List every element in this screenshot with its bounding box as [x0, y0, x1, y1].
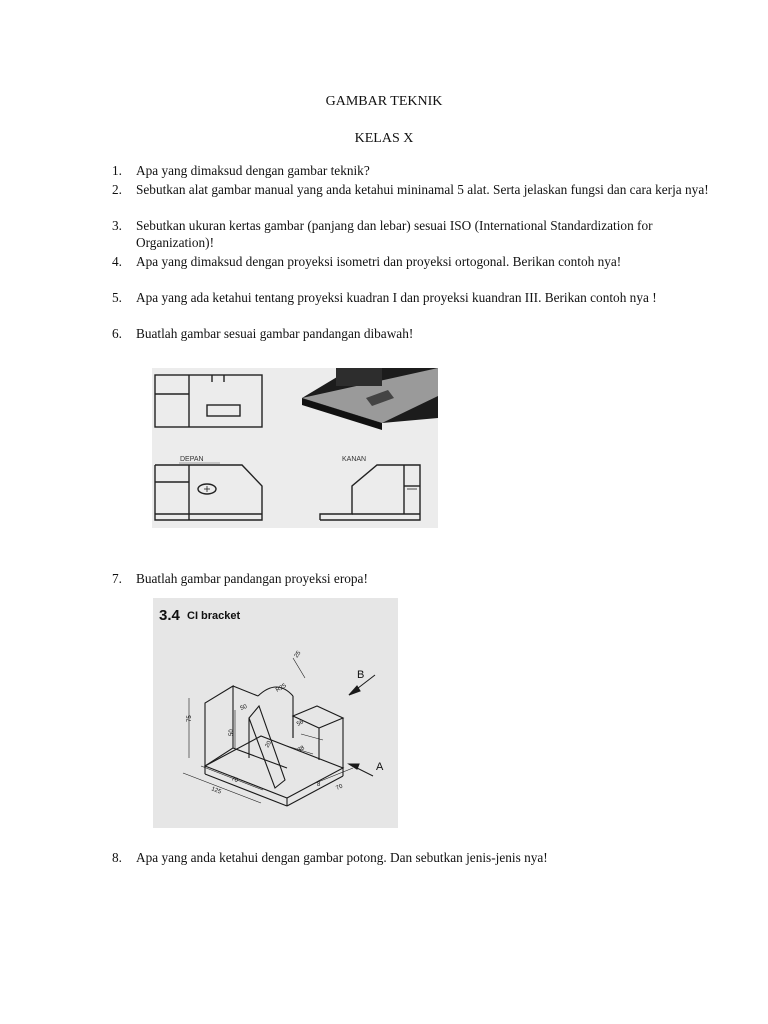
view-arrow-b-label: B	[357, 669, 365, 681]
question-text: Buatlah gambar pandangan proyeksi eropa!	[136, 571, 368, 586]
dimension-label: 20	[264, 740, 274, 749]
question-text: Apa yang ada ketahui tentang proyeksi kuadran I dan proyeksi kuandran III. Berikan contoh nya !	[136, 290, 657, 305]
dimension-label: 75	[187, 715, 193, 722]
dimension-label: 38	[297, 745, 306, 754]
question-6	[112, 325, 712, 342]
dimension-label: 8	[317, 782, 321, 788]
question-number: 3.	[112, 218, 122, 233]
ci-bracket-figure	[153, 598, 398, 828]
page-title: GAMBAR TEKNIK	[325, 94, 443, 109]
question-number: 8.	[112, 850, 122, 865]
question-7	[112, 570, 712, 587]
front-view-label: DEPAN	[180, 456, 204, 463]
question-5	[112, 289, 712, 306]
question-text: Buatlah gambar sesuai gambar pandangan dibawah!	[136, 326, 414, 341]
dimension-label: R25	[275, 683, 288, 694]
question-text: Sebutkan alat gambar manual yang anda ketahui mininamal 5 alat. Serta jelaskan fungsi dan cara kerja nya!	[136, 182, 709, 197]
right-view-label: KANAN	[342, 456, 367, 463]
question-3	[112, 217, 712, 251]
figure-number: 3.4	[159, 607, 180, 624]
question-text: Apa yang anda ketahui dengan gambar potong. Dan sebutkan jenis-jenis nya!	[136, 850, 548, 865]
dimension-label: 25	[293, 650, 303, 660]
dimension-label: 50	[229, 729, 235, 736]
question-8	[112, 849, 712, 866]
page-subtitle: KELAS X	[354, 131, 414, 146]
dimension-label: 125	[210, 786, 222, 796]
question-text: Apa yang dimaksud dengan proyeksi isometri dan proyeksi ortogonal. Berikan contoh nya!	[136, 254, 622, 269]
question-4	[112, 253, 712, 270]
view-arrow-a-label: A	[376, 761, 384, 773]
question-number: 1.	[112, 163, 122, 178]
dimension-label: 50	[239, 703, 248, 712]
question-number: 2.	[112, 182, 122, 197]
question-2	[112, 181, 712, 198]
orthographic-views-figure	[152, 368, 438, 528]
question-text: Sebutkan ukuran kertas gambar (panjang dan lebar) sesuai ISO (International Standardization for Organization)!	[136, 218, 653, 250]
question-number: 5.	[112, 290, 122, 305]
figure-title: CI bracket	[187, 610, 241, 622]
question-number: 4.	[112, 254, 122, 269]
question-text: Apa yang dimaksud dengan gambar teknik?	[136, 163, 370, 178]
dimension-label: 70	[335, 783, 344, 792]
question-number: 6.	[112, 326, 122, 341]
dimension-label: 70	[230, 776, 239, 785]
question-number: 7.	[112, 571, 122, 586]
question-1	[112, 162, 712, 179]
dimension-label: 56	[296, 719, 305, 728]
